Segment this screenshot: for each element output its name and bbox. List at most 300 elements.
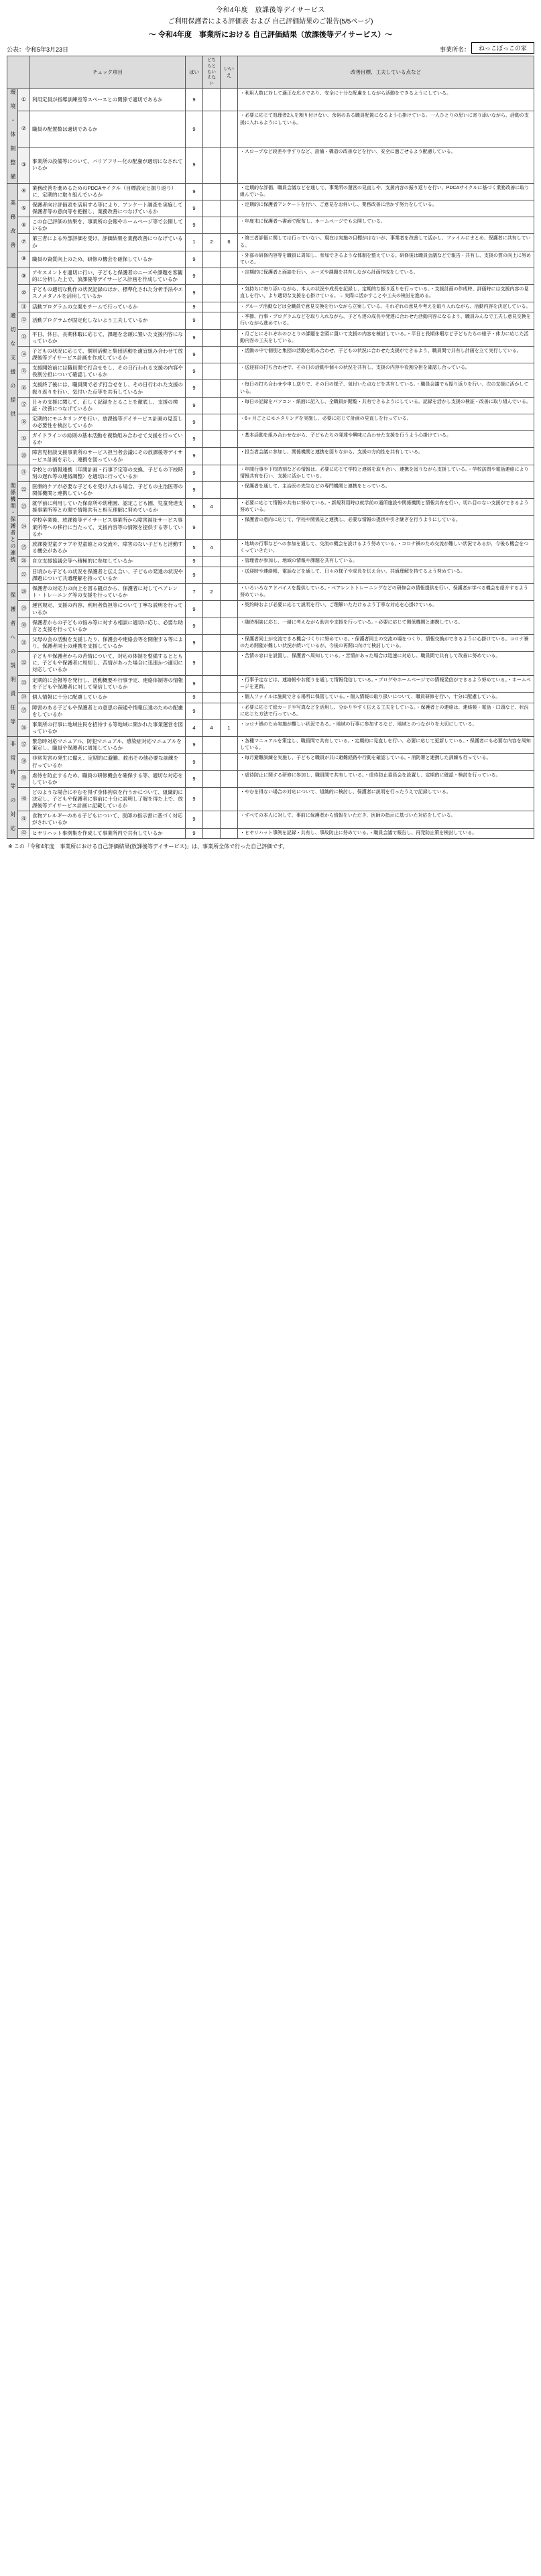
comment-text: ・外部の研修内容等を職員に周知し、参加できるような体制を整えている。研修後は職員会議などで報告・共有し、支援の質の向上に努めている。 [238, 251, 534, 268]
row-number: ⑤ [18, 200, 30, 217]
table-row [7, 675, 534, 692]
comment-text: ・必要に応じて処理者2人を割り付けない、余裕のある職員配置になるよう心掛けている。一人ひとりの思いに寄り添いながら、活動の支援に入れるようにしている。 [238, 111, 534, 148]
table-row [7, 431, 534, 448]
answer-no[interactable] [221, 770, 238, 787]
header-title: ～ 令和4年度 事業所における 自己評価結果（放課後等デイサービス）～ [148, 31, 393, 39]
answer-yes[interactable]: 9 [186, 634, 203, 651]
answer-partly[interactable] [203, 397, 221, 414]
check-item-text: 日々の支援に関して、正しく記録をとることを徹底し、支援の検証・改善につなげているか [30, 397, 186, 414]
answer-yes[interactable]: 9 [186, 380, 203, 397]
answer-partly[interactable] [203, 737, 221, 754]
answer-no[interactable] [221, 251, 238, 268]
answer-partly[interactable] [203, 200, 221, 217]
facility-name: ねっこぼっこの家 [471, 42, 534, 54]
answer-partly[interactable] [203, 285, 221, 302]
comment-text: ・基本活動を組み合わせながら、子どもたちの発達や興味に合わせた支援を行うよう心掛けている。 [238, 431, 534, 448]
check-item-text: 障害のある子どもや保護者との意思の疎通や情報伝達のための配慮をしているか [30, 703, 186, 719]
answer-yes[interactable]: 1 [186, 234, 203, 251]
answer-partly[interactable] [203, 302, 221, 312]
table-row [7, 634, 534, 651]
check-item-text: 運営規定、支援の内容、利用者負担等について丁寧な説明を行っているか [30, 601, 186, 618]
check-item-text: 障害児相談支援事業所のサービス担当者会議にその放課後等デイサービス計画を示し、連携を図っているか [30, 448, 186, 465]
header-line-1: 令和4年度 放課後等デイサービス [216, 7, 325, 14]
answer-partly[interactable] [203, 618, 221, 634]
row-number: ⑫ [18, 312, 30, 329]
table-row [7, 567, 534, 583]
answer-no[interactable] [221, 363, 238, 380]
comment-text: ・すべての本人に対して、事前に保護者から情報をいただき、医師の指示に基づいた対応をしている。 [238, 811, 534, 828]
table-header-row [7, 56, 534, 89]
comment-text: ・保護者同士が交流できる機会づくりに努めている。・保護者同士の交流の場をつくり、情報交換ができるように心掛けている。コロナ禍のため開催が難しい状況が続いているが、今後の再開に向けて検討している。 [238, 634, 534, 651]
answer-yes[interactable]: 7 [186, 584, 203, 601]
comment-text: ・ヒヤリハット事例を記録・共有し、事故防止に努めている。・職員会議で報告し、再発防止策を検討している。 [238, 828, 534, 839]
row-number: ㊲ [18, 737, 30, 754]
answer-no[interactable] [221, 828, 238, 839]
comment-text: ・毎月避難訓練を実施し、子どもと職員が共に避難経路や行動を確認している。・消防署と連携した訓練も行っている。 [238, 754, 534, 770]
check-item-text: どのような場合にやむを得ず身体拘束を行うかについて、組織的に決定し、子どもや保護者に事前に十分に説明し了解を得た上で、放課後等デイサービス計画に記載しているか [30, 787, 186, 811]
section-label-5: 非 常 時 等 の 対 応 [7, 737, 18, 839]
row-number: ㉙ [18, 601, 30, 618]
check-item-text: 支援終了後には、職員間で必ず打合せをし、その日行われた支援の振り返りを行い、気付いた点等を共有しているか [30, 380, 186, 397]
table-row [7, 148, 534, 184]
row-number: ㉚ [18, 618, 30, 634]
comment-text: ・第三者評価に関しては行っていない。現在は実施の目標がはないが、事業者を改善して活かし、ファイルにまとめ、保護者に共有している。 [238, 234, 534, 251]
answer-partly[interactable] [203, 329, 221, 346]
row-number: ⑯ [18, 380, 30, 397]
answer-partly[interactable] [203, 111, 221, 148]
table-row [7, 652, 534, 675]
document-footer: ※ この「令和4年度 事業所における自己評価結果(放課後等デイサービス)」は、事業所全体で行った自己評価です。 [8, 843, 288, 850]
section-label-2: 適 切 な 支 援 の 提 供 [7, 268, 18, 465]
answer-yes[interactable]: 9 [186, 111, 203, 148]
table-row [7, 703, 534, 719]
check-item-text: 職員の資質向上のため、研修の機会を確保しているか [30, 251, 186, 268]
answer-yes[interactable]: 9 [186, 397, 203, 414]
answer-no[interactable] [221, 448, 238, 465]
row-number: ㉕ [18, 539, 30, 556]
row-number: ㊳ [18, 754, 30, 770]
check-item-text: 子どもや保護者からの苦情について、対応の体制を整備するとともに、子どもや保護者に周知し、苦情があった場合に迅速かつ適切に対応しているか [30, 652, 186, 675]
answer-no[interactable] [221, 200, 238, 217]
row-number: ㊴ [18, 770, 30, 787]
comment-text: ・保護者を通して、主治医の先生などの専門機関と連携をとっている。 [238, 481, 534, 498]
check-item-text: 緊急時対応マニュアル、防犯マニュアル、感染症対応マニュアルを策定し、職員や保護者に周知しているか [30, 737, 186, 754]
comment-text: ・送迎前の打ち合わせで、その日の活動や個々の状況を共有し、支援の内容や役割分担を確認し合っている。 [238, 363, 534, 380]
answer-no[interactable] [221, 285, 238, 302]
comment-text: ・必要に応じて絵カードや写真などを活用し、分かりやすく伝える工夫をしている。・保護者との連絡は、連絡帳・電話・口頭など、状況に応じた方法で行っている。 [238, 703, 534, 719]
comment-text: ・随時相談に応じ、一緒に考えながら助言や支援を行っている。・必要に応じて関係機関と連携している。 [238, 618, 534, 634]
answer-partly[interactable] [203, 828, 221, 839]
answer-partly[interactable] [203, 431, 221, 448]
comment-text: ・季節、行事・プログラムなどを取り入れながら、子ども達の成長や発達に合わせた活動内容になるよう、職員みんなで工夫し意見交換を行いながら進めている。 [238, 312, 534, 329]
answer-no[interactable] [221, 539, 238, 556]
table-row [7, 811, 534, 828]
comment-text: ・年間行事や下校時刻などの情報は、必要に応じて学校と連絡を取り合い、連携を図りながら支援している。・学校訪問や電話連絡により情報共有を行い、支援に活かしている。 [238, 465, 534, 481]
answer-partly[interactable] [203, 516, 221, 539]
comment-text: ・毎日の記録をパソコン・紙面に記入し、全職員が閲覧・共有できるようにしている。記録を活かし支援の検証・改善に取り組んでいる。 [238, 397, 534, 414]
check-item-text: 非常災害の発生に備え、定期的に避難、救出その他必要な訓練を行っているか [30, 754, 186, 770]
answer-yes[interactable]: 9 [186, 703, 203, 719]
answer-yes[interactable]: 9 [186, 652, 203, 675]
answer-no[interactable] [221, 618, 238, 634]
answer-partly[interactable] [203, 481, 221, 498]
answer-no[interactable] [221, 217, 238, 234]
header-check: チェック項目 [30, 56, 186, 89]
answer-yes[interactable]: 9 [186, 770, 203, 787]
comment-text: ・虐待防止に関する研修に参加し、職員間で共有している。・虐待防止委員会を設置し、定期的に確認・検討を行っている。 [238, 770, 534, 787]
comment-text: ・グループ活動などは全職員で意見交換を行いながら立案している。それぞれの意見や考えを取り入れながら、活動内容を決定している。 [238, 302, 534, 312]
table-row [7, 448, 534, 465]
answer-no[interactable] [221, 601, 238, 618]
answer-yes[interactable]: 9 [186, 431, 203, 448]
answer-yes[interactable]: 9 [186, 268, 203, 284]
table-row [7, 516, 534, 539]
check-item-text: 医療的ケアが必要な子どもを受け入れる場合、子どもの主治医等の関係機関と連携しているか [30, 481, 186, 498]
row-number: ㉛ [18, 634, 30, 651]
row-number: ⑳ [18, 448, 30, 465]
answer-no[interactable] [221, 499, 238, 516]
row-number: ㉗ [18, 567, 30, 583]
answer-yes[interactable]: 9 [186, 567, 203, 583]
row-number: ㉔ [18, 516, 30, 539]
check-item-text: 個人情報に十分に配慮しているか [30, 692, 186, 703]
row-number: ⑲ [18, 431, 30, 448]
row-number: ㉓ [18, 499, 30, 516]
check-item-text: 業務改善を進めるためのPDCAサイクル（目標設定と振り返り）に、定期的に取り組んでいるか [30, 183, 186, 200]
comment-text: ・利用人数に対して適正な広さであり、安全に十分な配慮をしながら活動をできるようにしている。 [238, 89, 534, 111]
answer-no[interactable] [221, 516, 238, 539]
answer-yes[interactable]: 5 [186, 539, 203, 556]
answer-partly[interactable]: 4 [203, 499, 221, 516]
answer-no[interactable] [221, 397, 238, 414]
answer-no[interactable] [221, 754, 238, 770]
answer-yes[interactable]: 9 [186, 557, 203, 567]
answer-yes[interactable]: 9 [186, 89, 203, 111]
check-item-text: 職員の配置数は適切であるか [30, 111, 186, 148]
comment-text: ・各種マニュアルを策定し、職員間で共有している。・定期的に見直しを行い、必要に応じて更新している。・保護者にも必要な内容を周知している。 [238, 737, 534, 754]
publication-date: 公表：令和5年3月23日 [7, 46, 69, 53]
check-item-text: 事業所の行事に地域住民を招待する等地域に開かれた事業運営を図っているか [30, 719, 186, 736]
table-row [7, 111, 534, 148]
row-number: ㊷ [18, 828, 30, 839]
comment-text: ・保護者の意向に応じて、学校や関係先と連携し、必要な情報の提供や引き継ぎを行うようにしている。 [238, 516, 534, 539]
answer-yes[interactable]: 9 [186, 302, 203, 312]
check-item-text: 定期的にモニタリングを行い、放課後等デイサービス計画の見直しの必要性を検討しているか [30, 414, 186, 430]
answer-partly[interactable] [203, 567, 221, 583]
answer-partly[interactable] [203, 346, 221, 363]
header-section [7, 56, 30, 89]
comment-text: ・定期的に保護者と面談を行い、ニーズや課題を共有しながら計画作成をしている。 [238, 268, 534, 284]
table-row [7, 828, 534, 839]
table-row [7, 268, 534, 284]
answer-no[interactable] [221, 346, 238, 363]
row-number: ㊱ [18, 719, 30, 736]
answer-no[interactable] [221, 329, 238, 346]
answer-partly[interactable] [203, 251, 221, 268]
answer-partly[interactable]: 4 [203, 719, 221, 736]
answer-partly[interactable] [203, 380, 221, 397]
check-item-text: 日頃から子どもの状況を保護者と伝え合い、子どもの発達の状況や課題について共通理解を持っているか [30, 567, 186, 583]
answer-yes[interactable]: 9 [186, 363, 203, 380]
answer-yes[interactable]: 9 [186, 618, 203, 634]
comment-text: ・行事予定などは、連絡帳やお便りを通して情報発信している。・ブログやホームページでの情報発信ができるよう努めている。・ホームページを更新。 [238, 675, 534, 692]
answer-yes[interactable]: 9 [186, 811, 203, 828]
row-number: ㉞ [18, 692, 30, 703]
row-number: ② [18, 111, 30, 148]
row-number: ㉒ [18, 481, 30, 498]
answer-partly[interactable] [203, 148, 221, 184]
check-item-text: 保護者の対応力の向上を図る観点から、保護者に対してペアレント・トレーニング等の支援を行っているか [30, 584, 186, 601]
answer-partly[interactable] [203, 557, 221, 567]
answer-no[interactable] [221, 431, 238, 448]
row-number: ⑱ [18, 414, 30, 430]
answer-no[interactable] [221, 111, 238, 148]
answer-no[interactable] [221, 268, 238, 284]
row-number: ⑰ [18, 397, 30, 414]
table-row [7, 380, 534, 397]
section-label-3: 関係機関・保護者との連携 [7, 465, 18, 584]
table-row [7, 692, 534, 703]
answer-yes[interactable]: 9 [186, 601, 203, 618]
answer-yes[interactable]: 9 [186, 465, 203, 481]
row-number: ⑭ [18, 346, 30, 363]
answer-partly[interactable]: 2 [203, 584, 221, 601]
section-label-4: 保 護 者 へ の 説 明 責 任 等 [7, 584, 18, 737]
answer-partly[interactable] [203, 692, 221, 703]
comment-text: ・定期的に保護者アンケートを行い、ご意見をお伺いし、業務改善に活かす努力をしている。 [238, 200, 534, 217]
answer-yes[interactable]: 9 [186, 329, 203, 346]
facility-info [440, 42, 534, 54]
comment-text: ・個人ファイルは施錠できる場所に保管している。・個人情報の取り扱いについて、職員研修を行い、十分に配慮している。 [238, 692, 534, 703]
row-number: ㉑ [18, 465, 30, 481]
answer-no[interactable] [221, 414, 238, 430]
answer-yes[interactable]: 9 [186, 737, 203, 754]
answer-yes[interactable]: 9 [186, 251, 203, 268]
answer-partly[interactable] [203, 312, 221, 329]
answer-no[interactable] [221, 634, 238, 651]
comment-text: ・定期的な評価、職員会議などを通して、事業所の運営の見直しや、支援内容の振り返りを行い、PDCAサイクルに基づく業務改善に取り組んでいる。 [238, 183, 534, 200]
row-number: ⑪ [18, 302, 30, 312]
table-row [7, 465, 534, 481]
answer-no[interactable]: 1 [221, 719, 238, 736]
table-row [7, 89, 534, 111]
table-row [7, 539, 534, 556]
table-row [7, 584, 534, 601]
answer-no[interactable] [221, 811, 238, 828]
answer-partly[interactable] [203, 634, 221, 651]
table-row [7, 481, 534, 498]
answer-yes[interactable]: 9 [186, 217, 203, 234]
answer-yes[interactable]: 9 [186, 200, 203, 217]
answer-partly[interactable] [203, 754, 221, 770]
answer-no[interactable] [221, 89, 238, 111]
answer-partly[interactable] [203, 675, 221, 692]
facility-label: 事業所名： [439, 46, 470, 53]
row-number: ㊶ [18, 811, 30, 828]
comment-text: ・6ヶ月ごとにモニタリングを実施し、必要に応じて計画の見直しを行っている。 [238, 414, 534, 430]
answer-partly[interactable] [203, 268, 221, 284]
answer-partly[interactable]: 4 [203, 539, 221, 556]
answer-no[interactable] [221, 584, 238, 601]
answer-no[interactable] [221, 557, 238, 567]
answer-partly[interactable] [203, 787, 221, 811]
table-row [7, 719, 534, 736]
answer-no[interactable] [221, 567, 238, 583]
header-yes: はい [186, 56, 203, 89]
answer-yes[interactable]: 9 [186, 414, 203, 430]
comment-text: ・やむを得ない場合の対応について、組織的に検討し、保護者に説明を行ったうえで記録している。 [238, 787, 534, 811]
row-number: ① [18, 89, 30, 111]
check-item-text: 自立支援協議会等へ積極的に参加しているか [30, 557, 186, 567]
table-row [7, 557, 534, 567]
answer-yes[interactable]: 5 [186, 499, 203, 516]
table-row [7, 346, 534, 363]
check-item-text: 子どもの適切な動作の状況記録のほか、標準化された分析手法やエスノメタノルを活用しているか [30, 285, 186, 302]
row-number: ③ [18, 148, 30, 184]
row-number: ㊵ [18, 787, 30, 811]
answer-no[interactable] [221, 675, 238, 692]
table-row [7, 397, 534, 414]
answer-no[interactable] [221, 652, 238, 675]
table-row [7, 329, 534, 346]
check-item-text: 就学前に利用していた保育所や幼稚園、認定こども園、児童発達支援事業所等との間で情報共有と相互理解に努めているか [30, 499, 186, 516]
answer-partly[interactable] [203, 363, 221, 380]
check-item-text: 活動プログラムの立案をチームで行っているか [30, 302, 186, 312]
answer-partly[interactable] [203, 770, 221, 787]
header-partly: どちらともいえない [203, 56, 221, 89]
comment-text: ・気持ちに寄り添いながら、本人の状況や成長を記録し、定期的な振り返りを行っている。・支援計画の作成時、評価時には支援内容の見直しを行い、より適切な支援を心掛けている。→ 実際に活かすことや工夫の検討を進める。 [238, 285, 534, 302]
document-meta [0, 40, 541, 56]
comment-text: ・契約時および必要に応じて説明を行い、ご理解いただけるよう丁寧な対応を心掛けている。 [238, 601, 534, 618]
check-item-text: 平日、休日、長期休暇に応じて、課題を念頭に置いた支援内容になっているか [30, 329, 186, 346]
row-number: ⑨ [18, 268, 30, 284]
answer-yes[interactable]: 4 [186, 719, 203, 736]
check-item-text: ガイドラインの総則の基本活動を複数組み合わせて支援を行っているか [30, 431, 186, 448]
answer-yes[interactable]: 9 [186, 675, 203, 692]
row-number: ㉜ [18, 652, 30, 675]
section-label-0: 環 境 ・ 体 制 整 備 [7, 89, 18, 183]
table-row [7, 754, 534, 770]
comment-text: ・いろいろなアドバイスを提供している。・ペアレントトレーニングなどの研修会の情報提供を行い、保護者が学べる機会を紹介するよう努めている。 [238, 584, 534, 601]
comment-text: ・苦情の窓口を設置し、保護者へ周知している。・苦情があった場合は迅速に対応し、職員間で共有して改善に努めている。 [238, 652, 534, 675]
section-label-1: 業 務 改 善 [7, 183, 18, 268]
check-item-text: アセスメントを適切に行い、子どもと保護者のニーズや課題を客観的に分析した上で、放課後等デイサービス計画を作成しているか [30, 268, 186, 284]
answer-yes[interactable]: 9 [186, 692, 203, 703]
row-number: ⑥ [18, 217, 30, 234]
answer-no[interactable] [221, 380, 238, 397]
table-body [7, 89, 534, 839]
row-number: ⑮ [18, 363, 30, 380]
answer-no[interactable] [221, 302, 238, 312]
answer-partly[interactable] [203, 652, 221, 675]
answer-partly[interactable] [203, 89, 221, 111]
check-item-text: 食物アレルギーのある子どもについて、医師の指示書に基づく対応がされているか [30, 811, 186, 828]
answer-yes[interactable]: 9 [186, 448, 203, 465]
answer-no[interactable]: 6 [221, 234, 238, 251]
table-row [7, 183, 534, 200]
check-item-text: 学校との情報連携（年間計画・行事予定等の交換、子どもの下校時刻の遅れ等の連絡調整）を適切に行っているか [30, 465, 186, 481]
check-item-text: 利用定員が指導訓練室等スペースとの関係で適切であるか [30, 89, 186, 111]
answer-yes[interactable]: 9 [186, 148, 203, 184]
answer-partly[interactable] [203, 448, 221, 465]
header-line-2: ご利用保護者による評価表 および 自己評価結果のご報告(5/5ページ) [168, 18, 373, 25]
table-row [7, 363, 534, 380]
table-row [7, 499, 534, 516]
answer-yes[interactable]: 9 [186, 183, 203, 200]
answer-no[interactable] [221, 183, 238, 200]
answer-partly[interactable] [203, 811, 221, 828]
row-number: ㉝ [18, 675, 30, 692]
comment-text: ・スロープなど段差や手すりなど、設備・構造の改善などを行い、安全に過ごせるよう配慮している。 [238, 148, 534, 184]
answer-yes[interactable]: 9 [186, 754, 203, 770]
check-item-text: 活動プログラムが固定化しないよう工夫しているか [30, 312, 186, 329]
table-row [7, 787, 534, 811]
table-row [7, 251, 534, 268]
answer-no[interactable] [221, 737, 238, 754]
answer-partly[interactable]: 2 [203, 234, 221, 251]
check-item-text: 虐待を防止するため、職員の研修機会を確保する等、適切な対応をしているか [30, 770, 186, 787]
answer-yes[interactable]: 9 [186, 787, 203, 811]
check-item-text: 第三者による外部評価を受け、評価結果を業務改善につなげているか [30, 234, 186, 251]
answer-yes[interactable]: 9 [186, 828, 203, 839]
answer-no[interactable] [221, 148, 238, 184]
table-row [7, 217, 534, 234]
row-number: ㉘ [18, 584, 30, 601]
answer-partly[interactable] [203, 183, 221, 200]
check-item-text: 父母の会の活動を支援したり、保護会や連絡会等を開催する等により、保護者同士の連携を支援しているか [30, 634, 186, 651]
answer-yes[interactable]: 9 [186, 312, 203, 329]
answer-partly[interactable] [203, 601, 221, 618]
comment-text: ・管理者が参加し、地域の情報や課題を共有している。 [238, 557, 534, 567]
answer-no[interactable] [221, 465, 238, 481]
answer-no[interactable] [221, 312, 238, 329]
table-row [7, 312, 534, 329]
comment-text: ・毎日の打ち合わせや申し送りで、その日の様子、気付いた点などを共有している。・職員会議でも振り返りを行い、次の支援に活かしている。 [238, 380, 534, 397]
answer-partly[interactable] [203, 217, 221, 234]
row-number: ⑬ [18, 329, 30, 346]
row-number: ㉟ [18, 703, 30, 719]
answer-partly[interactable] [203, 465, 221, 481]
check-item-text: 放課後児童クラブや児童館との交流や、障害のない子どもと活動する機会があるか [30, 539, 186, 556]
answer-partly[interactable] [203, 414, 221, 430]
answer-yes[interactable]: 9 [186, 346, 203, 363]
row-number: ⑩ [18, 285, 30, 302]
answer-no[interactable] [221, 481, 238, 498]
answer-partly[interactable] [203, 703, 221, 719]
document-header [0, 0, 541, 40]
comment-text: ・地域の行事などへの参加を通して、交流の機会を設けるよう努めている。・コロナ禍のため交流が難しい状況であるが、今後も機会をつくっていきたい。 [238, 539, 534, 556]
comment-text: ・担当者会議に参加し、関係機関と連携を図りながら、支援の方向性を共有している。 [238, 448, 534, 465]
comment-text: ・活動の中で個別と集団の活動を組み合わせ、子どもの状況に合わせた支援ができるよう、職員間で共有し計画を立て実行している。 [238, 346, 534, 363]
check-item-text: 事業所の設備等について、バリアフリー化の配慮が適切になされているか [30, 148, 186, 184]
header-comment: 改善目標、工夫している点など [238, 56, 534, 89]
answer-yes[interactable]: 9 [186, 285, 203, 302]
header-no: いいえ [221, 56, 238, 89]
answer-no[interactable] [221, 692, 238, 703]
answer-no[interactable] [221, 787, 238, 811]
comment-text: ・月ごとにそれぞれのひとりの課題を念頭に置いて支援の内容を検討している。・平日と長期休暇など子どもたちの様子・体力に応じた活動内容の工夫をしている。 [238, 329, 534, 346]
answer-yes[interactable]: 9 [186, 516, 203, 539]
row-number: ④ [18, 183, 30, 200]
check-item-text: 定期的に会報等を発行し、活動概要や行事予定、連絡体制等の情報を子どもや保護者に対して発信しているか [30, 675, 186, 692]
row-number: ⑧ [18, 251, 30, 268]
answer-no[interactable] [221, 703, 238, 719]
check-item-text: 保護者向け評価表を活用する等により、アンケート調査を実施して保護者等の意向等を把握し、業務改善につなげているか [30, 200, 186, 217]
check-item-text: 保護者からの子どもの悩み等に対する相談に適切に応じ、必要な助言と支援を行っているか [30, 618, 186, 634]
answer-yes[interactable]: 9 [186, 481, 203, 498]
comment-text: ・コロナ禍のため実施が難しい状況である。・地域の行事に参加するなど、地域とのつながりを大切にしている。 [238, 719, 534, 736]
comment-text: ・年度末に保護者へ書面で配布し、ホームページでも公開している。 [238, 217, 534, 234]
